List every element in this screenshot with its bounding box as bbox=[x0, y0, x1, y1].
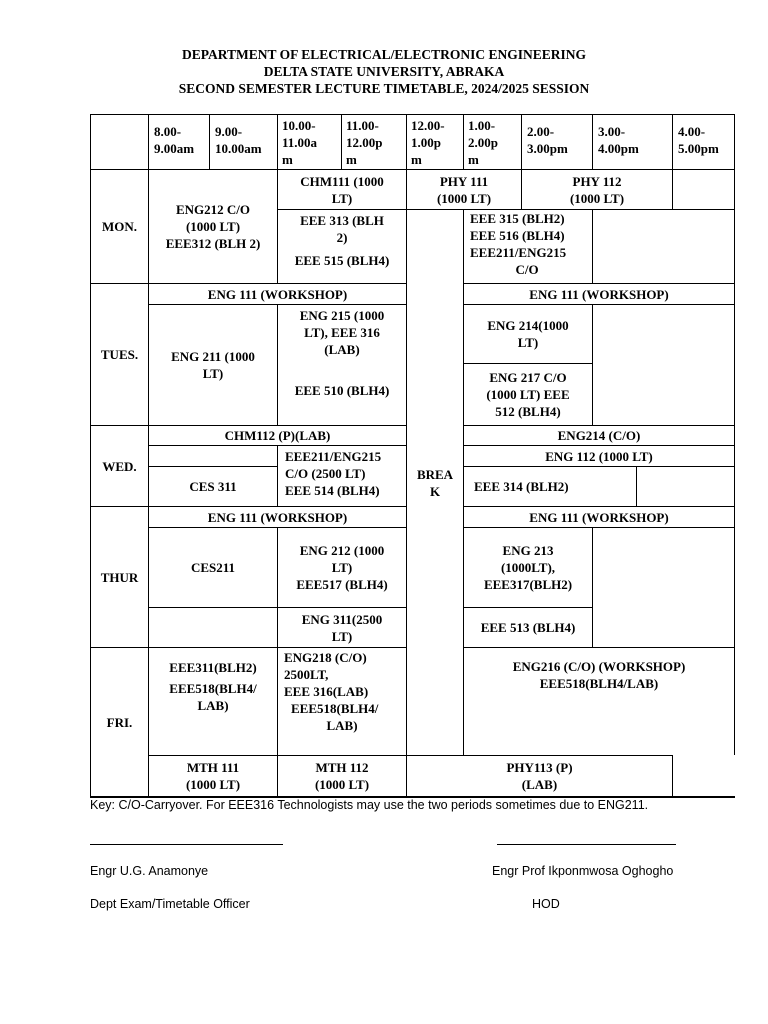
course-text: EEE 313 (BLH bbox=[300, 213, 384, 228]
time-label: m bbox=[468, 151, 479, 167]
thu-eee513-cell: EEE 513 (BLH4) bbox=[463, 607, 593, 648]
course-text: EEE518(BLH4/LAB) bbox=[539, 676, 659, 691]
course-text: (1000 LT) bbox=[185, 777, 241, 792]
wed-ces311-cell: CES 311 bbox=[148, 466, 278, 507]
header-timetable-title: SECOND SEMESTER LECTURE TIMETABLE, 2024/2025 SESSION bbox=[178, 81, 590, 96]
mon-phy112-cell bbox=[521, 169, 673, 210]
time-label: m bbox=[346, 151, 357, 167]
signatory-2-name: Engr Prof Ikponmwosa Oghogho bbox=[492, 864, 674, 878]
time-label: 4.00pm bbox=[598, 141, 639, 156]
course-text: PHY 112 bbox=[572, 173, 622, 189]
course-text: EEE312 (BLH 2) bbox=[165, 236, 261, 251]
wed-empty-cell bbox=[148, 445, 278, 467]
course-text: LT) bbox=[331, 560, 353, 575]
course-text: EEE518(BLH4/ bbox=[291, 701, 379, 716]
course-text: EEE517 (BLH4) bbox=[296, 577, 388, 592]
tue-eng214-cell bbox=[463, 304, 593, 364]
break-label: BREA bbox=[416, 466, 454, 482]
course-text: EEE 515 (BLH4) bbox=[294, 253, 390, 268]
time-label: 10.00am bbox=[215, 141, 262, 156]
course-text: ENG 212 (1000 bbox=[299, 543, 385, 558]
course-text: (1000 LT) bbox=[185, 219, 241, 234]
time-slot-4 bbox=[341, 114, 407, 170]
course-text: MTH 112 bbox=[315, 760, 369, 775]
time-label: 1.00p bbox=[411, 134, 441, 150]
day-label-mon: MON. bbox=[90, 169, 149, 284]
wed-eng112-cell: ENG 112 (1000 LT) bbox=[463, 445, 735, 467]
signatory-1-name: Engr U.G. Anamonye bbox=[90, 864, 209, 878]
fri-eee311-cell bbox=[148, 647, 278, 756]
course-text: (LAB) bbox=[324, 342, 360, 357]
course-text: ENG 217 C/O bbox=[489, 370, 567, 385]
course-text: EEE518(BLH4/ bbox=[169, 681, 257, 696]
mon-eee315-cell bbox=[463, 209, 593, 284]
course-text: LT) bbox=[517, 335, 539, 350]
course-text: EEE317(BLH2) bbox=[483, 577, 573, 592]
time-label: 9.00am bbox=[154, 141, 195, 156]
mon-chm111-cell bbox=[277, 169, 407, 210]
course-text: ENG 214(1000 bbox=[487, 318, 569, 333]
course-text: ENG 311(2500 bbox=[301, 611, 383, 627]
thu-empty-cell-2 bbox=[148, 607, 278, 648]
thu-ces211-cell: CES211 bbox=[148, 527, 278, 608]
course-text: LT) bbox=[331, 628, 353, 644]
wed-chm112-cell: CHM112 (P)(LAB) bbox=[148, 425, 407, 446]
course-text: EEE 316(LAB) bbox=[284, 684, 369, 699]
fri-eng218-cell bbox=[277, 647, 407, 756]
signatory-1-title: Dept Exam/Timetable Officer bbox=[90, 897, 250, 911]
signature-line-1 bbox=[90, 844, 283, 845]
time-label: 11.00- bbox=[346, 117, 379, 133]
key-note: Key: C/O-Carryover. For EEE316 Technologists may use the two periods sometimes due to ENG211. bbox=[90, 798, 649, 812]
course-text: ENG216 (C/O) (WORKSHOP) bbox=[512, 659, 686, 674]
wed-eee211-cell bbox=[277, 445, 407, 507]
time-label: 12.00p bbox=[346, 134, 383, 150]
course-text: (1000 LT) bbox=[569, 190, 625, 206]
fri-eng216-cell bbox=[463, 647, 735, 756]
time-label: 11.00a bbox=[282, 134, 318, 150]
course-text: MTH 111 bbox=[186, 760, 240, 775]
fri-empty-cell bbox=[672, 755, 735, 797]
tue-empty-cell bbox=[592, 304, 735, 426]
time-label: 10.00- bbox=[282, 117, 316, 133]
day-label-fri: FRI. bbox=[90, 647, 149, 797]
fri-mth112-cell bbox=[277, 755, 407, 797]
course-text: LT) bbox=[202, 366, 224, 381]
fri-mth111-cell bbox=[148, 755, 278, 797]
thu-eng311-cell bbox=[277, 607, 407, 648]
mon-eee313-cell bbox=[277, 209, 407, 284]
thu-eng213-cell bbox=[463, 527, 593, 608]
wed-empty-cell-2 bbox=[636, 466, 735, 507]
time-label: 8.00- bbox=[154, 124, 182, 139]
time-label: 2.00- bbox=[527, 124, 555, 139]
tue-eng111-workshop-pm: ENG 111 (WORKSHOP) bbox=[463, 283, 735, 305]
tue-eng217-cell bbox=[463, 363, 593, 426]
course-text: LAB) bbox=[197, 698, 229, 713]
thu-empty-cell bbox=[592, 527, 735, 648]
course-text: ENG212 C/O bbox=[175, 202, 251, 217]
course-text: ENG 211 (1000 bbox=[171, 349, 255, 364]
break-column bbox=[406, 209, 464, 756]
course-text: EEE 315 (BLH2) bbox=[470, 211, 565, 226]
thu-eng212-cell bbox=[277, 527, 407, 608]
course-text: PHY 111 bbox=[439, 173, 489, 189]
mon-empty-cell-2 bbox=[592, 209, 735, 284]
time-label: 5.00pm bbox=[678, 141, 719, 156]
course-text: EEE 516 (BLH4) bbox=[470, 228, 565, 243]
mon-empty-cell bbox=[672, 169, 735, 210]
time-slot-5 bbox=[406, 114, 464, 170]
course-text: LAB) bbox=[326, 718, 358, 733]
time-slot-8 bbox=[592, 114, 673, 170]
time-slot-2 bbox=[209, 114, 278, 170]
time-label: 4.00- bbox=[678, 124, 706, 139]
tue-eng215-cell bbox=[277, 304, 407, 426]
time-label: m bbox=[411, 151, 422, 167]
header-university: DELTA STATE UNIVERSITY, ABRAKA bbox=[263, 64, 505, 79]
break-label: K bbox=[429, 483, 441, 499]
tue-eng211-cell bbox=[148, 304, 278, 426]
day-label-tues: TUES. bbox=[90, 283, 149, 426]
time-label: 12.00- bbox=[411, 117, 445, 133]
course-text: EEE211/ENG215 bbox=[470, 245, 567, 260]
course-text: (1000 LT) EEE bbox=[486, 387, 570, 402]
thu-eng111-workshop-am: ENG 111 (WORKSHOP) bbox=[148, 506, 407, 528]
corner-cell bbox=[90, 114, 149, 170]
fri-phy113-cell bbox=[406, 755, 673, 797]
wed-eee314-cell: EEE 314 (BLH2) bbox=[463, 466, 637, 507]
course-text: (1000 LT) bbox=[314, 777, 370, 792]
course-text: (LAB) bbox=[521, 777, 558, 792]
time-slot-9 bbox=[672, 114, 735, 170]
course-text: EEE311(BLH2) bbox=[169, 660, 257, 675]
time-slot-7 bbox=[521, 114, 593, 170]
course-text: 2) bbox=[336, 230, 348, 245]
time-label: 1.00- bbox=[468, 117, 496, 133]
course-text: PHY113 (P) bbox=[506, 760, 573, 775]
time-label: 3.00- bbox=[598, 124, 626, 139]
course-text: CHM111 (1000 bbox=[300, 173, 384, 189]
course-text: 512 (BLH4) bbox=[495, 404, 561, 419]
course-text: ENG 213 bbox=[502, 543, 554, 558]
header-dept: DEPARTMENT OF ELECTRICAL/ELECTRONIC ENGINEERING bbox=[182, 47, 586, 62]
wed-eng214-cell: ENG214 (C/O) bbox=[463, 425, 735, 446]
course-text: (1000LT), bbox=[500, 560, 556, 575]
course-text: ENG 215 (1000 bbox=[299, 308, 385, 323]
signature-line-2 bbox=[497, 844, 676, 845]
course-text: (1000 LT) bbox=[436, 190, 492, 206]
course-text: 2500LT, bbox=[284, 667, 329, 682]
time-label: 2.00p bbox=[468, 134, 498, 150]
day-label-wed: WED. bbox=[90, 425, 149, 507]
time-label: m bbox=[282, 151, 293, 167]
course-text: C/O bbox=[515, 262, 539, 277]
mon-eng212-cell bbox=[148, 169, 278, 284]
day-label-thur: THUR bbox=[90, 506, 149, 648]
course-text: C/O (2500 LT) bbox=[285, 466, 366, 481]
signatory-2-title: HOD bbox=[532, 897, 560, 911]
course-text: LT) bbox=[331, 190, 353, 206]
time-label: 9.00- bbox=[215, 124, 243, 139]
course-text: EEE211/ENG215 bbox=[285, 449, 382, 464]
time-slot-6 bbox=[463, 114, 522, 170]
thu-eng111-workshop-pm: ENG 111 (WORKSHOP) bbox=[463, 506, 735, 528]
course-text: EEE 510 (BLH4) bbox=[294, 383, 390, 398]
mon-phy111-cell bbox=[406, 169, 522, 210]
time-slot-1 bbox=[148, 114, 210, 170]
course-text: ENG218 (C/O) bbox=[284, 650, 367, 665]
time-slot-3 bbox=[277, 114, 342, 170]
course-text: EEE 514 (BLH4) bbox=[285, 483, 380, 498]
course-text: LT), EEE 316 bbox=[304, 325, 380, 340]
tue-eng111-workshop-am: ENG 111 (WORKSHOP) bbox=[148, 283, 407, 305]
time-label: 3.00pm bbox=[527, 141, 568, 156]
